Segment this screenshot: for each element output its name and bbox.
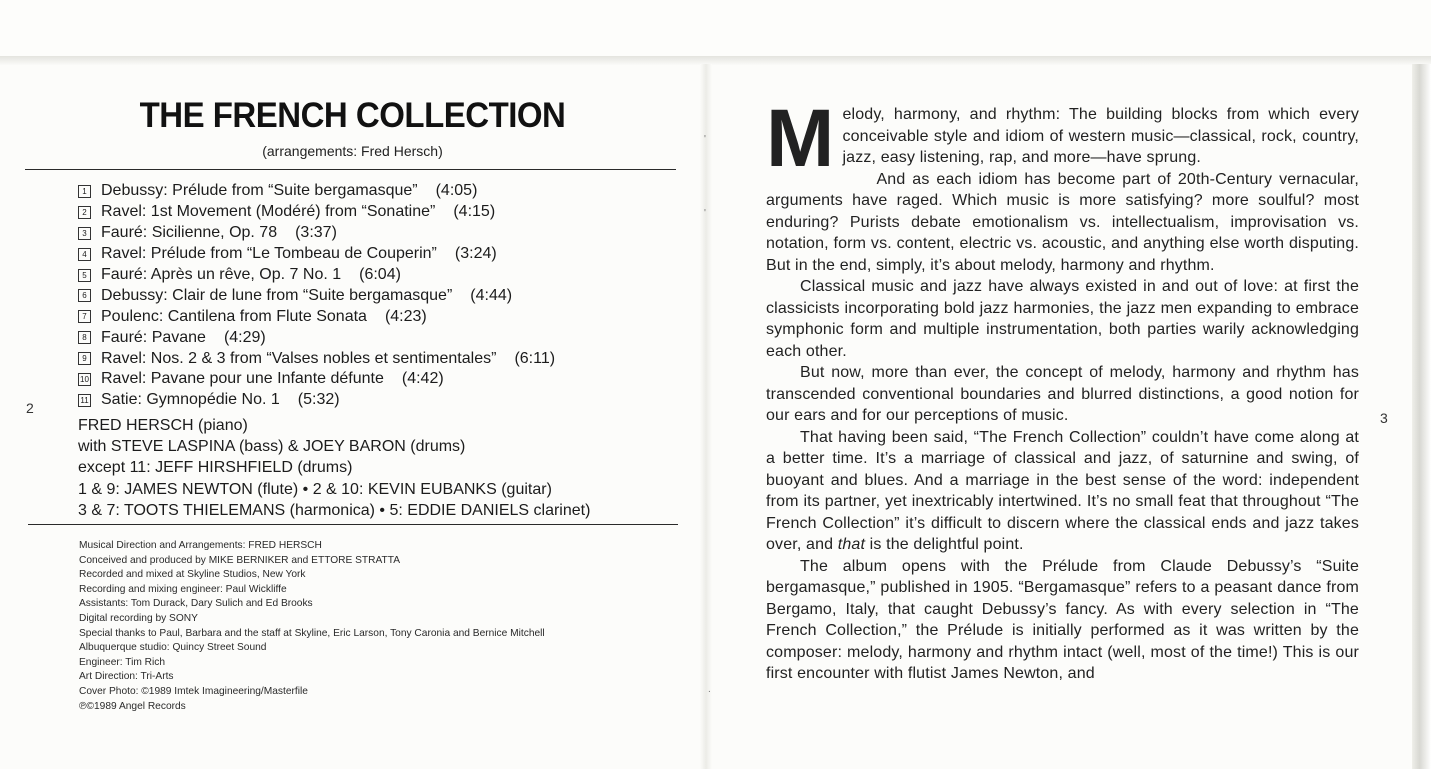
- essay-text: That having been said, “The French Collection” couldn’t have come along at a better time. It’s a marriage of classical and jazz, of saturnine and swing, of buoyant and blues. And a marriage in the best sense of the word: independent from its partner, yet inextricably intertwined. It’s no small feat that throughout “The French Collection” it’s difficult to discern where the classical ends and jazz takes over, and: [766, 428, 1359, 553]
- personnel-line: 3 & 7: TOOTS THIELEMANS (harmonica) • 5: EDDIE DANIELS clarinet): [78, 501, 591, 519]
- album-subtitle: (arrangements: Fred Hersch): [262, 143, 443, 159]
- track-number-box: 8: [78, 331, 91, 344]
- track-duration: (6:04): [359, 266, 401, 283]
- personnel-line: except 11: JEFF HIRSHFIELD (drums): [78, 459, 353, 477]
- track-duration: (4:44): [470, 286, 513, 304]
- credit-line: Engineer: Tim Rich: [79, 656, 166, 668]
- top-shadow: [0, 56, 1431, 66]
- center-fold: [700, 64, 712, 769]
- track-item: [78, 348, 555, 369]
- track-number-box: 9: [78, 352, 91, 365]
- credit-line: Digital recording by SONY: [79, 612, 198, 624]
- track-list: [78, 181, 555, 411]
- speck-2: ': [704, 208, 706, 219]
- track-number-box: 5: [78, 269, 91, 282]
- track-number-box: 11: [78, 394, 91, 407]
- track-duration: (4:42): [401, 370, 444, 388]
- track-duration: (4:29): [223, 328, 266, 346]
- track-title: Ravel: Nos. 2 & 3 from “Valses nobles et sentimentales”: [101, 349, 497, 367]
- essay-paragraph: [766, 427, 1359, 556]
- track-item: [78, 202, 555, 223]
- track-item: [78, 327, 555, 348]
- track-duration: (4:05): [435, 182, 478, 200]
- credit-line: Musical Direction and Arrangements: FRED HERSCH: [79, 540, 322, 551]
- track-title: Debussy: Prélude from “Suite bergamasque”: [101, 182, 418, 200]
- track-number-box: 2: [78, 206, 91, 219]
- track-number-box: 1: [78, 185, 91, 198]
- credit-line: ℗©1989 Angel Records: [79, 700, 186, 712]
- track-duration: (6:11): [514, 349, 556, 367]
- page-number-right: 3: [1380, 410, 1388, 426]
- track-item: [78, 223, 555, 244]
- track-duration: (4:15): [453, 203, 496, 221]
- credit-line: Cover Photo: ©1989 Imtek Imagineering/Masterfile: [79, 685, 308, 697]
- album-title: THE FRENCH COLLECTION: [139, 94, 566, 135]
- page-edge: [1412, 64, 1431, 769]
- track-item: [78, 285, 555, 306]
- track-duration: (4:23): [384, 307, 427, 325]
- track-item: [78, 265, 555, 286]
- track-item: [78, 244, 555, 265]
- track-item: [78, 181, 555, 202]
- track-duration: (3:24): [454, 245, 497, 263]
- personnel-line: FRED HERSCH (piano): [78, 417, 248, 434]
- essay-emphasis: that: [837, 536, 866, 553]
- track-duration: (5:32): [297, 391, 340, 409]
- personnel-line: with STEVE LASPINA (bass) & JOEY BARON (drums): [78, 438, 466, 456]
- track-title: Fauré: Sicilienne, Op. 78: [101, 224, 278, 242]
- track-number-box: 3: [78, 227, 91, 240]
- credit-line: Recording and mixing engineer: Paul Wickliffe: [79, 583, 287, 595]
- essay-paragraph: And as each idiom has become part of 20th-Century vernacular, arguments have raged. Which music is more satisfying? more soulful? most enduring? Purists debate emotionalism vs. intellectualism, improvisation vs. notation, form vs. content, electric vs. acoustic, and anything else worth disputing. But in the end, simply, it’s about melody, harmony and rhythm.: [766, 170, 1359, 274]
- essay-paragraph: The album opens with the Prélude from Claude Debussy’s “Suite bergamasque,” published in 1905. “Bergamasque” refers to a peasant dance from Bergamo, Italy, that caught Debussy’s fancy. As with every selection in “The French Collection,” the Prélude is initially performed as it was written by the composer: melody, harmony and rhythm intact (well, most of the time!) This is our first encounter with flutist James Newton, and: [766, 557, 1359, 682]
- track-title: Poulenc: Cantilena from Flute Sonata: [101, 307, 367, 325]
- track-title: Ravel: Pavane pour une Infante défunte: [101, 370, 384, 388]
- credits-rule: [28, 524, 678, 525]
- credit-line: Conceived and produced by MIKE BERNIKER and ETTORE STRATTA: [79, 554, 401, 566]
- track-number-box: 10: [78, 373, 91, 386]
- essay-paragraph: [766, 93, 1359, 184]
- track-item: [78, 369, 555, 390]
- credit-line: Recorded and mixed at Skyline Studios, New York: [79, 569, 306, 581]
- speck-3: .: [708, 684, 711, 695]
- production-credits: [79, 539, 545, 714]
- credit-line: Albuquerque studio: Quincy Street Sound: [79, 642, 267, 654]
- personnel-line: 1 & 9: JAMES NEWTON (flute) • 2 & 10: KEVIN EUBANKS (guitar): [78, 480, 552, 498]
- credit-line: Assistants: Tom Durack, Dary Sulich and Ed Brooks: [79, 598, 313, 610]
- track-duration: (3:37): [295, 224, 337, 242]
- speck-1: ': [704, 134, 706, 145]
- essay-paragraph: But now, more than ever, the concept of melody, harmony and rhythm has transcended conventional boundaries and blurred distinctions, a good notion for our ears and for our perceptions of music.: [766, 364, 1359, 424]
- track-title: Debussy: Clair de lune from “Suite bergamasque”: [101, 286, 453, 304]
- essay-text: elody, harmony, and rhythm: The building blocks from which every conceivable style and idiom of western music—classical, rock, country, jazz, easy listening, rap, and more—have sprung.: [842, 106, 1359, 166]
- track-title: Ravel: Prélude from “Le Tombeau de Couperin”: [101, 245, 437, 263]
- title-rule: [25, 169, 676, 170]
- page-number-left: 2: [26, 400, 34, 416]
- track-number-box: 7: [78, 310, 91, 323]
- essay-text: is the delightful point.: [865, 536, 1024, 553]
- credit-line: Special thanks to Paul, Barbara and the staff at Skyline, Eric Larson, Tony Caronia and Bernice Mitchell: [79, 627, 545, 639]
- track-number-box: 6: [78, 289, 91, 302]
- track-title: Satie: Gymnopédie No. 1: [101, 391, 280, 409]
- credit-line: Art Direction: Tri-Arts: [79, 671, 174, 683]
- track-title: Fauré: Après un rêve, Op. 7 No. 1: [101, 266, 342, 283]
- personnel-list: [78, 415, 590, 521]
- track-item: [78, 390, 555, 411]
- liner-notes-essay: [766, 93, 1359, 685]
- essay-paragraph: Classical music and jazz have always existed in and out of love: at first the classicists incorporating bold jazz harmonies, the jazz men expanding to embrace symphonic form and multiple instrumentation, both parties warily acknowledging each other.: [766, 278, 1359, 360]
- track-item: [78, 306, 555, 327]
- drop-cap: M: [766, 93, 835, 184]
- track-number-box: 4: [78, 248, 91, 261]
- track-title: Fauré: Pavane: [101, 328, 206, 346]
- track-title: Ravel: 1st Movement (Modéré) from “Sonatine”: [101, 203, 436, 221]
